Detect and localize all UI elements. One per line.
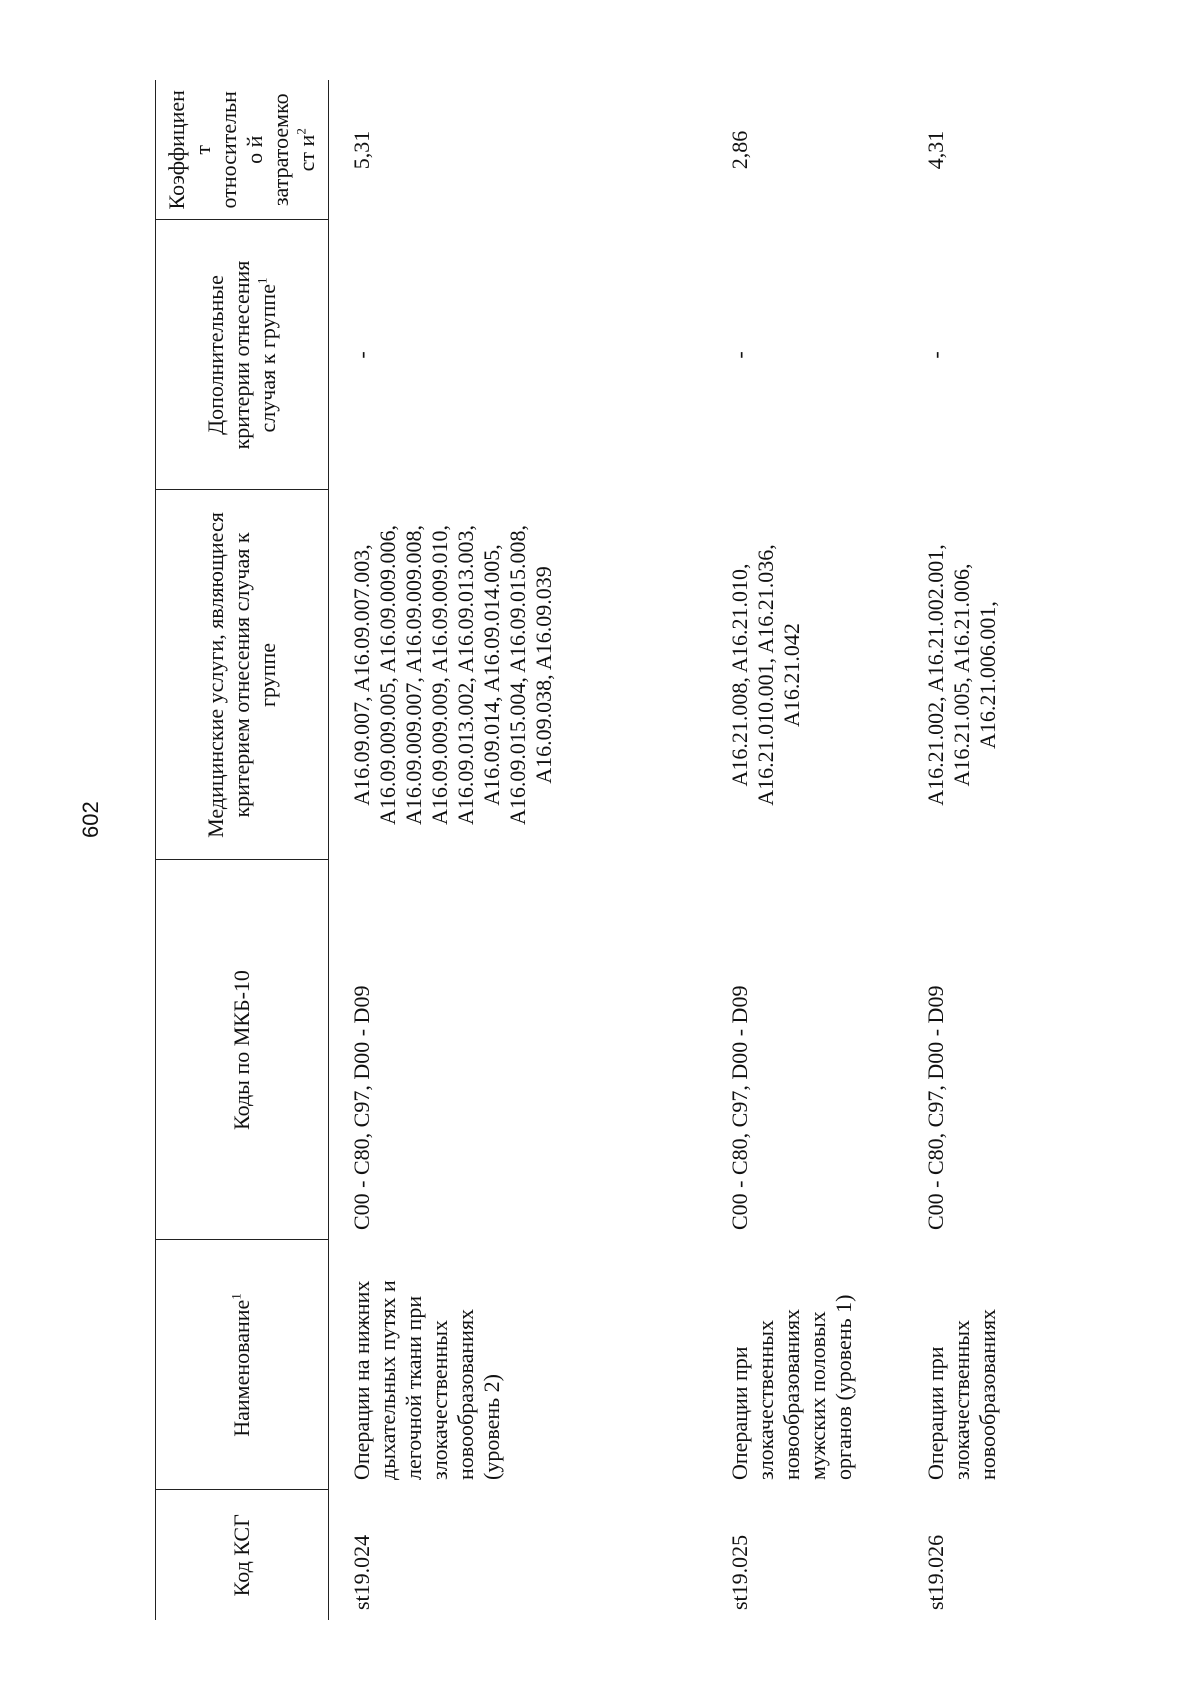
header-icd-codes: Коды по МКБ-10 — [156, 860, 329, 1240]
row-icd-codes: C00 - C80, C97, D00 - D09 — [349, 985, 374, 1230]
row-additional-criteria: - — [349, 351, 374, 359]
row-name: Операции при злокачественных новообразованиях мужских половых органов (уровень 1) — [727, 1294, 856, 1480]
row-name: Операции на нижних дыхательных путях и легочной ткани при злокачественных новообразованиях (уровень 2) — [349, 1280, 504, 1480]
row-icd-codes: C00 - C80, C97, D00 - D09 — [923, 985, 948, 1230]
table-header-row — [156, 80, 329, 1620]
header-additional-criteria: Дополнительные критерии отнесения случая к группе$^1$ — [156, 220, 329, 490]
row-additional-criteria: - — [727, 351, 752, 359]
table-row — [719, 80, 915, 1620]
header-code: Код КСГ — [156, 1490, 329, 1620]
ksg-table — [155, 80, 1041, 1620]
row-coefficient: 2,86 — [727, 130, 752, 170]
row-services: A16.21.002, A16.21.002.001, A16.21.005, A16.21.006, A16.21.006.001, — [923, 544, 1000, 806]
table-row — [915, 80, 1041, 1620]
header-services: Медицинские услуги, являющиеся критерием отнесения случая к группе — [156, 490, 329, 860]
row-services: A16.21.008, A16.21.010, A16.21.010.001, A16.21.036, A16.21.042 — [727, 544, 804, 806]
row-code: st19.026 — [923, 1534, 948, 1610]
row-icd-codes: C00 - C80, C97, D00 - D09 — [727, 985, 752, 1230]
row-services: A16.09.007, A16.09.007.003, A16.09.009.005, A16.09.009.006, A16.09.009.007, A16.09.009.008, A16.09.009.009, A16.09.009.010, A16.09.013.002, A16.09.013.003, A16.09.014, A16.09.014.005, A16.09.015.004, A16.09.015.008, A16.09.038, A16.09.039 — [349, 524, 556, 826]
row-coefficient: 4,31 — [923, 130, 948, 170]
page-number: 602 — [78, 801, 103, 838]
header-name: Наименование$^1$ — [156, 1240, 329, 1490]
header-coefficient: Коэффициент относительно й затратоемкост $и^2$ — [156, 80, 329, 220]
table-row — [329, 80, 720, 1620]
row-code: st19.024 — [349, 1534, 374, 1610]
row-code: st19.025 — [727, 1534, 752, 1610]
row-coefficient: 5,31 — [349, 130, 374, 170]
ksg-table-container — [155, 80, 1155, 1620]
row-additional-criteria: - — [923, 351, 948, 359]
row-name: Операции при злокачественных новообразованиях — [923, 1308, 1000, 1480]
